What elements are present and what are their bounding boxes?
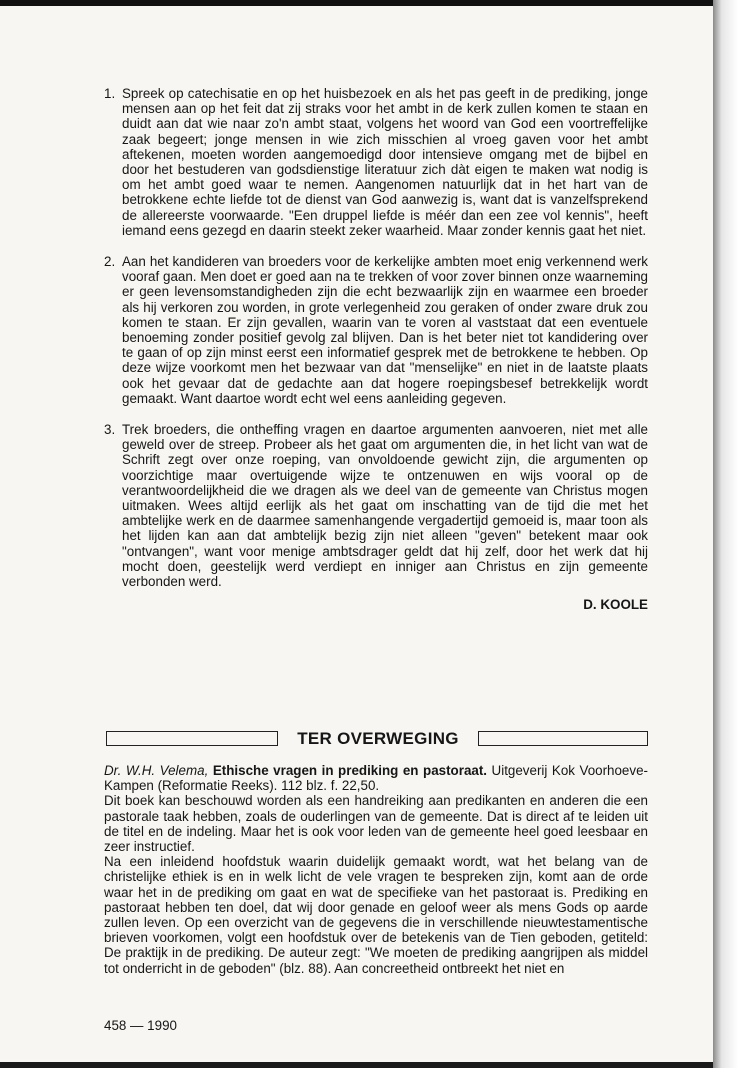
point-text: Trek broeders, die ontheffing vragen en daartoe argumenten aanvoeren, niet met alle geweld over de streep. Probeer als het gaat om argumenten die, in het licht van wat de Schrift zegt over onze roeping, van onvoldoende gewicht zijn, die argumenten op voorzichtige maar overtuigende wijze te ontzenuwen en wijs vooral op de verantwoordelijkheid die we dragen als we deel van de gemeente van Christus mogen uitmaken. Wees altijd eerlijk als het gaat om inschatting van de tijd die met het ambtelijke werk en de daarmee samenhangende vergadertijd gemoeid is, maar toon als het lijden kan aan dat ambtelijk bezig zijn niet alleen "geven" betekent maar ook "ontvangen", want voor menige ambtsdrager geldt dat hij zelf, door het werk dat hij mocht doen, geestelijk werd verdiept en inniger aan Christus en zijn gemeente verbonden werd. — [122, 422, 648, 590]
review-book-title: Ethische vragen in prediking en pastoraat. — [212, 763, 488, 778]
section-title: TER OVERWEGING — [297, 729, 459, 748]
point-number: 3. — [104, 422, 116, 438]
section-header — [104, 728, 648, 750]
point-1 — [104, 86, 648, 238]
review-paragraph-2: Na een inleidend hoofdstuk waarin duidelijk gemaakt wordt, wat het belang van de christelijke ethiek is en in welk licht de vele vragen te bespreken zijn, komt aan de orde waar het in de prediking om gaat en wat de specifieke van het pastoraat is. Prediking en pastoraat hebben ten doel, dat wij door genade en geloof weer als mens Gods op aarde zullen leven. Op een overzicht van de gegevens die in verschillende nieuwtestamentische brieven voorkomen, volgt een hoofdstuk over de betekenis van de Tien geboden, getiteld: De praktijk in de prediking. De auteur zegt: "We moeten de prediking aangrijpen als middel tot onderricht in de geboden" (blz. 88). Aan concreetheid ontbreekt het niet en — [104, 854, 648, 976]
author-signature: D. KOOLE — [583, 597, 648, 613]
review-publisher: Uitgeverij Kok Voorhoeve-Kampen (Reformatie Reeks). 112 blz. f. 22,50. — [104, 763, 648, 794]
point-text: Spreek op catechisatie en op het huisbezoek en als het pas geeft in de prediking, jonge mensen aan op het feit dat zij straks voor het ambt in de kerk zullen komen te staan en duidt aan dat wie naar zo'n ambt staat, volgens het woord van God een voortreffelijke zaak begeert; jonge mensen in wie zich misschien al vroeg gaven voor het ambt aftekenen, moeten worden aangemoedigd door intensieve omgang met de bijbel en door het bestuderen van godsdienstige literatuur zich dàt eigen te maken wat nodig is om het ambt goed waar te nemen. Aangenomen natuurlijk dat in het hart van de betrokkene echte liefde tot de dienst van God aanwezig is, want dat is vanzelfsprekend de allereerste voorwaarde. "Een druppel liefde is méér dan een zee vol kennis", heeft iemand eens gezegd en daarin steekt zeker waarheid. Maar zonder kennis gaat het niet. — [122, 86, 648, 238]
point-text: Aan het kandideren van broeders voor de kerkelijke ambten moet enig verkennend werk vooraf gaan. Men doet er goed aan na te trekken of voor zover binnen onze waarneming er geen levensomstandigheden zijn die echt bezwaarlijk zijn en waarmee een broeder als hij verkoren zou worden, in grote verlegenheid zou geraken of onder zware druk zou komen te staan. Er zijn gevallen, waarin van te voren al vaststaat dat een eventuele benoeming zonder positief gevolg zal blijven. Dan is het beter niet tot kandidering over te gaan of op zijn minst eerst een informatief gesprek met de betrokkene te hebben. Op deze wijze voorkomt men het bezwaar van dat "menselijke" en niet in de laatste plaats ook het gevaar dat de gedachte aan dat hogere roepingsbesef betrekkelijk wordt gemaakt. Want daartoe wordt echt wel eens aanleiding gegeven. — [122, 254, 648, 406]
point-number: 2. — [104, 254, 116, 270]
point-number: 1. — [104, 86, 116, 101]
review-citation — [104, 763, 648, 793]
page-footer: 458 — 1990 — [104, 1018, 177, 1033]
numbered-points — [104, 86, 648, 589]
point-3 — [104, 422, 648, 589]
review-author: Dr. W.H. Velema, — [104, 763, 209, 778]
header-frame-right — [478, 731, 648, 746]
article-body — [104, 86, 648, 613]
header-frame-left — [106, 731, 278, 746]
point-2 — [104, 254, 648, 406]
book-review — [104, 763, 648, 976]
scan-right-edge — [713, 0, 738, 1068]
review-paragraph-1: Dit boek kan beschouwd worden als een handreiking aan predikanten en anderen die een pastorale taak hebben, zoals de ouderlingen van de gemeente. Dat is direct af te leiden uit de titel en de indeling. Maar het is ook voor leden van de gemeente heel goed leesbaar en zeer instructief. — [104, 793, 648, 855]
